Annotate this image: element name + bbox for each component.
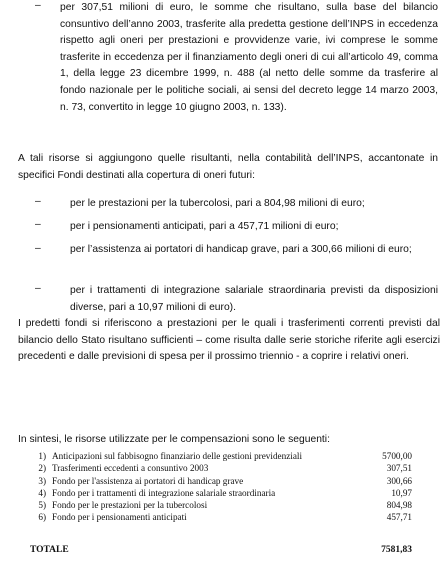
row-label: Fondo per l'assistenza ai portatori di handicap grave: [52, 475, 244, 486]
row-label: Fondo per i trattamenti di integrazione salariale straordinaria: [52, 487, 276, 498]
list-dash: –: [35, 0, 41, 11]
bullet-item: per i pensionamenti anticipati, pari a 457,71 milioni di euro;: [70, 221, 339, 232]
accantonate-paragraph: A tali risorse si aggiungono quelle risultanti, nella contabilità dell’INPS, accantonate in specifici Fondi destinati alla copertura di oneri futuri:: [18, 153, 438, 181]
row-number: 1): [38, 451, 46, 461]
table-row: [28, 500, 412, 512]
bullet-item: per i trattamenti di integrazione salariale straordinaria previsti da disposizioni diverse, pari a 10,97 milioni di euro).: [70, 285, 438, 313]
row-amount: 457,71: [386, 512, 412, 523]
list-dash: –: [35, 219, 41, 230]
row-amount: 300,66: [386, 475, 412, 486]
table-row: [28, 476, 412, 488]
bullet-item: per l’assistenza ai portatori di handicap grave, pari a 300,66 milioni di euro;: [70, 244, 412, 255]
bullet-item: per le prestazioni per la tubercolosi, pari a 804,98 milioni di euro;: [70, 198, 365, 209]
row-number: 4): [38, 487, 46, 498]
row-label: Anticipazioni sul fabbisogno finanziario delle gestioni previdenziali: [52, 451, 303, 461]
row-number: 6): [38, 512, 46, 523]
total-label: TOTALE: [30, 545, 69, 555]
row-amount: 5700,00: [382, 451, 412, 461]
table-row: [28, 451, 412, 463]
row-label: Fondo per le prestazioni per la tubercolosi: [52, 500, 208, 511]
fondi-paragraph: I predetti fondi si riferiscono a prestazioni per le quali i trasferimenti correnti previsti dal bilancio dello Stato risultano sufficienti – come risulta dalle serie storiche riferite agli esercizi precedenti e dalle previsioni di spesa per il prossimo triennio - a coprire i relativi oneri.: [18, 318, 440, 363]
resources-table: [28, 451, 412, 525]
row-amount: 804,98: [386, 500, 412, 511]
intro-paragraph: per 307,51 milioni di euro, le somme che risultano, sulla base del bilancio consuntivo dell’anno 2003, trasferite alla predetta gestione dell’INPS in eccedenza rispetto agli oneri per prestazioni e provvidenze varie, ivi comprese le somme trasferite in eccedenza per il finanziamento degli oneri di cui all’articolo 49, comma 1, della legge 23 dicembre 1999, n. 488 (al netto delle somme da trasferire al fondo nazionale per le politiche sociali, ai sensi del decreto legge 14 marzo 2003, n. 73, convertito in legge 10 giugno 2003, n. 133).: [60, 2, 438, 113]
list-dash: –: [35, 243, 41, 254]
row-amount: 10,97: [391, 487, 412, 498]
table-row: [28, 512, 412, 524]
row-number: 3): [38, 475, 46, 486]
list-dash: –: [35, 283, 41, 294]
row-number: 2): [38, 463, 46, 474]
total-amount: 7581,83: [381, 545, 412, 555]
row-label: Trasferimenti eccedenti a consuntivo 2003: [52, 463, 209, 474]
list-dash: –: [35, 196, 41, 207]
row-number: 5): [38, 500, 46, 511]
row-label: Fondo per i pensionamenti anticipati: [52, 512, 187, 523]
row-amount: 307,51: [386, 463, 412, 474]
table-row: [28, 463, 412, 475]
table-row: [28, 488, 412, 500]
sintesi-paragraph: In sintesi, le risorse utilizzate per le compensazioni sono le seguenti:: [18, 434, 330, 445]
